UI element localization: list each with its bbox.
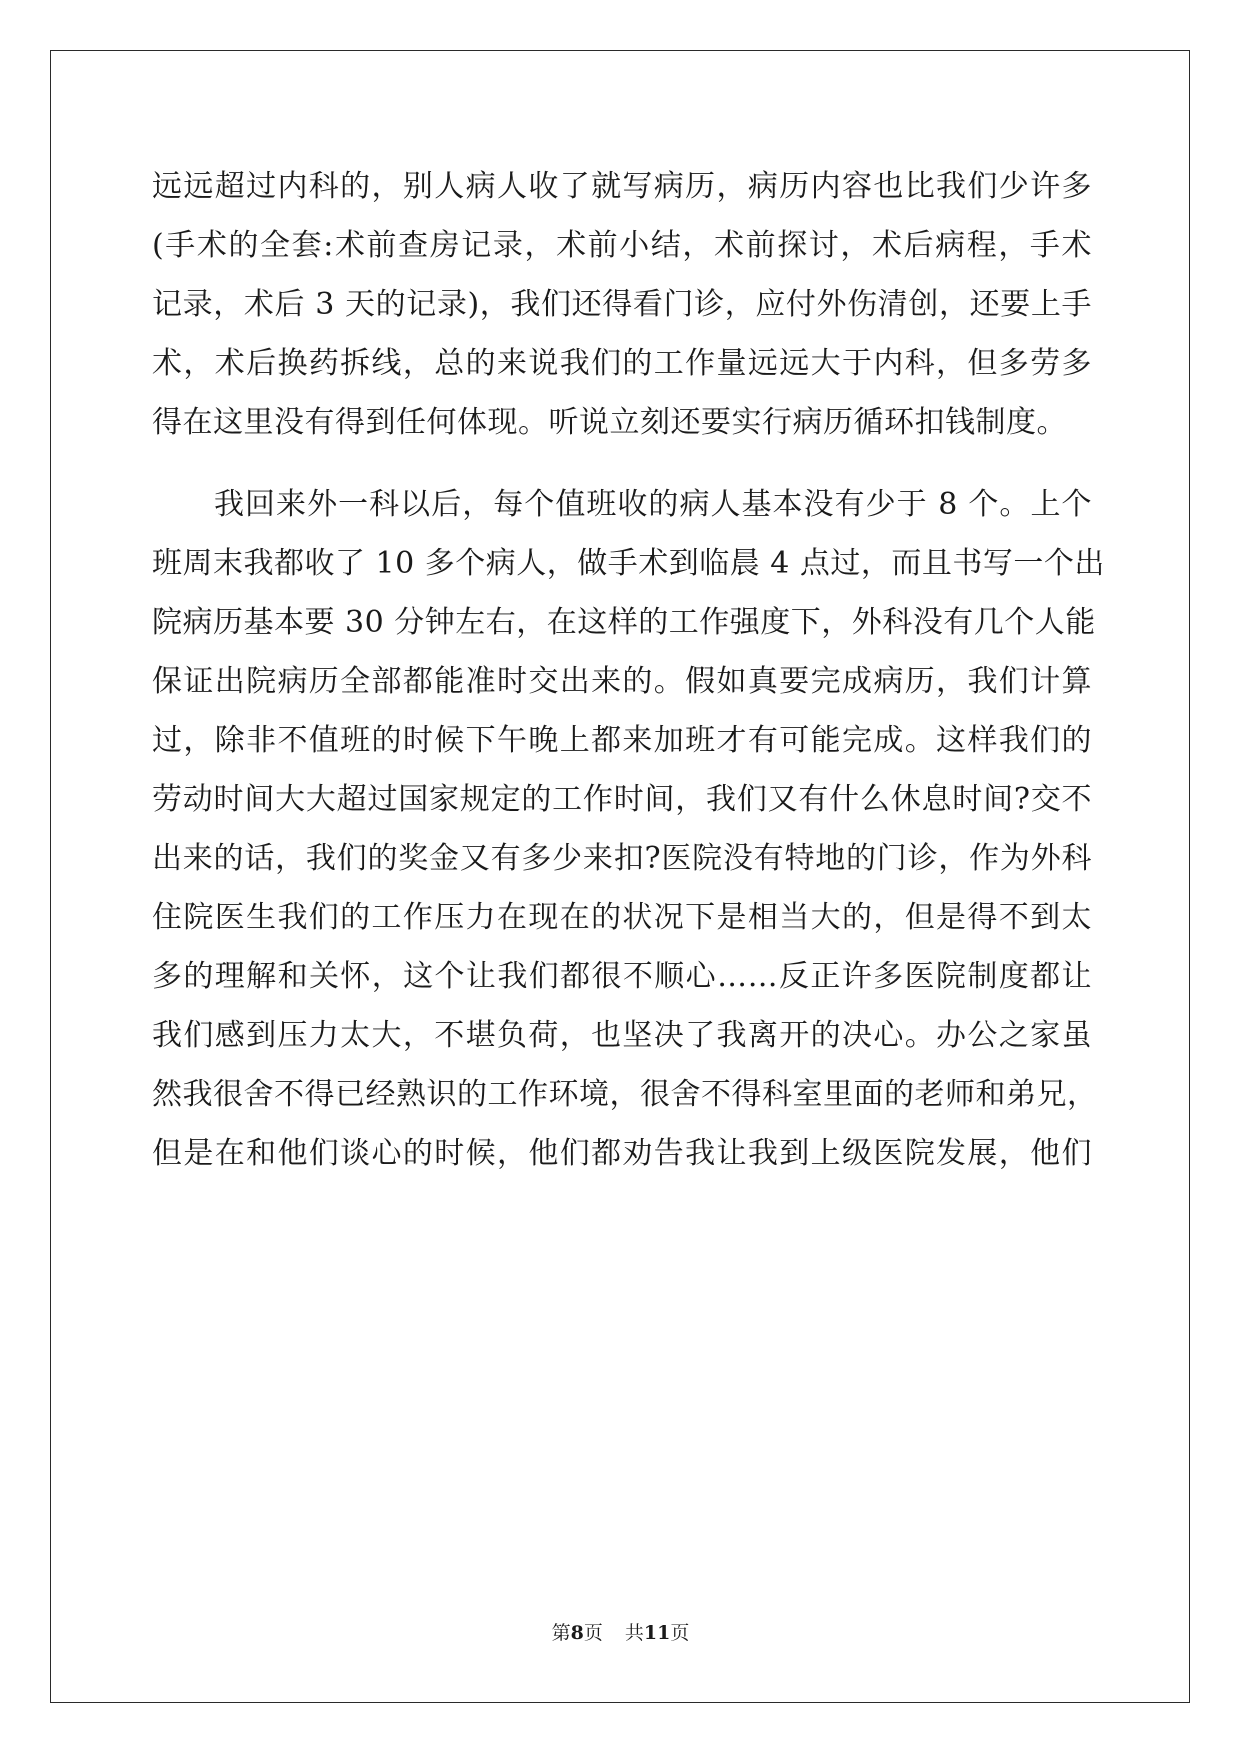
text-line: 保证出院病历全部都能准时交出来的。假如真要完成病历，我们计算 — [152, 664, 1092, 699]
text-line: (手术的全套:术前查房记录，术前小结，术前探讨，术后病程，手术 — [152, 228, 1092, 263]
text-line: 但是在和他们谈心的时候，他们都劝告我让我到上级医院发展，他们 — [152, 1136, 1092, 1171]
text-line: 劳动时间大大超过国家规定的工作时间，我们又有什么休息时间?交不 — [152, 782, 1092, 817]
text-line: 住院医生我们的工作压力在现在的状况下是相当大的，但是得不到太 — [152, 900, 1092, 935]
total-prefix: 共 — [624, 1622, 644, 1644]
text-line: 出来的话，我们的奖金又有多少来扣?医院没有特地的门诊，作为外科 — [152, 841, 1092, 876]
page-total: 11 — [643, 1622, 671, 1644]
paragraph-start-line: 我回来外一科以后，每个值班收的病人基本没有少于 8 个。上个 — [214, 487, 1092, 522]
total-suffix: 页 — [670, 1622, 690, 1644]
page-footer — [0, 1621, 1241, 1645]
document-body — [152, 157, 1105, 1183]
page-current: 8 — [570, 1622, 584, 1644]
text-line: 过，除非不值班的时候下午晚上都来加班才有可能完成。这样我们的 — [152, 723, 1092, 758]
text-line: 班周末我都收了 10 多个病人，做手术到临晨 4 点过，而且书写一个出 — [152, 546, 1105, 581]
text-line: 术，术后换药拆线，总的来说我们的工作量远远大于内科，但多劳多 — [152, 346, 1092, 381]
page-suffix: 页 — [583, 1622, 603, 1644]
text-line: 远远超过内科的，别人病人收了就写病历，病历内容也比我们少许多 — [152, 169, 1092, 204]
page-prefix: 第 — [551, 1622, 571, 1644]
text-line: 然我很舍不得已经熟识的工作环境，很舍不得科室里面的老师和弟兄， — [152, 1077, 1098, 1112]
text-line: 院病历基本要 30 分钟左右，在这样的工作强度下，外科没有几个人能 — [152, 605, 1096, 640]
paragraph-end-line: 得在这里没有得到任何体现。听说立刻还要实行病历循环扣钱制度。 — [152, 405, 1067, 440]
text-line: 我们感到压力太大，不堪负荷，也坚决了我离开的决心。办公之家虽 — [152, 1018, 1092, 1053]
text-line: 多的理解和关怀，这个让我们都很不顺心……反正许多医院制度都让 — [152, 959, 1092, 994]
text-line: 记录，术后 3 天的记录)，我们还得看门诊，应付外伤清创，还要上手 — [152, 287, 1092, 322]
